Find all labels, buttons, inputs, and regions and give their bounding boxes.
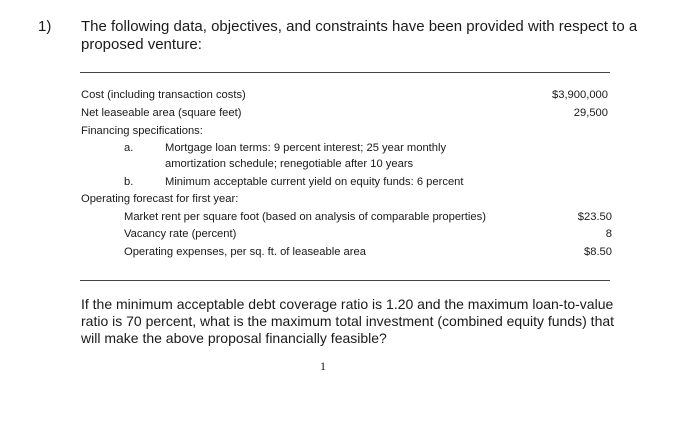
cost-label: Cost (including transaction costs) [81, 89, 246, 101]
item-b-line: Minimum acceptable current yield on equity funds: 6 percent [165, 176, 464, 188]
item-a-line-1: Mortgage loan terms: 9 percent interest; 25 year monthly [165, 142, 447, 154]
vacancy-label: Vacancy rate (percent) [124, 228, 237, 240]
rent-value: $23.50 [577, 211, 612, 223]
opex-label: Operating expenses, per sq. ft. of leaseable area [124, 246, 366, 258]
item-a-line-2: amortization schedule; renegotiable after 10 years [165, 158, 414, 170]
item-b-marker: b. [124, 176, 134, 188]
area-label: Net leaseable area (square feet) [81, 107, 242, 119]
forecast-label: Operating forecast for first year: [81, 193, 239, 205]
cost-value: $3,900,000 [552, 89, 608, 101]
rent-label: Market rent per square foot (based on analysis of comparable properties) [124, 211, 486, 223]
top-divider [80, 72, 610, 73]
intro-text: The following data, objectives, and constraints have been provided with respect to a proposed venture: [81, 18, 638, 53]
page-number: 1 [320, 359, 326, 373]
question-number: 1) [38, 18, 52, 35]
opex-value: $8.50 [584, 246, 612, 258]
item-a-marker: a. [124, 142, 134, 154]
financing-label: Financing specifications: [81, 125, 203, 137]
vacancy-value: 8 [605, 228, 612, 240]
area-value: 29,500 [573, 107, 608, 119]
question-text: If the minimum acceptable debt coverage ratio is 1.20 and the maximum loan-to-value ratio is 70 percent, what is the maximum total investment (combined equity funds) that will make the above proposal financially feasible? [81, 296, 615, 346]
bottom-divider [80, 280, 610, 281]
